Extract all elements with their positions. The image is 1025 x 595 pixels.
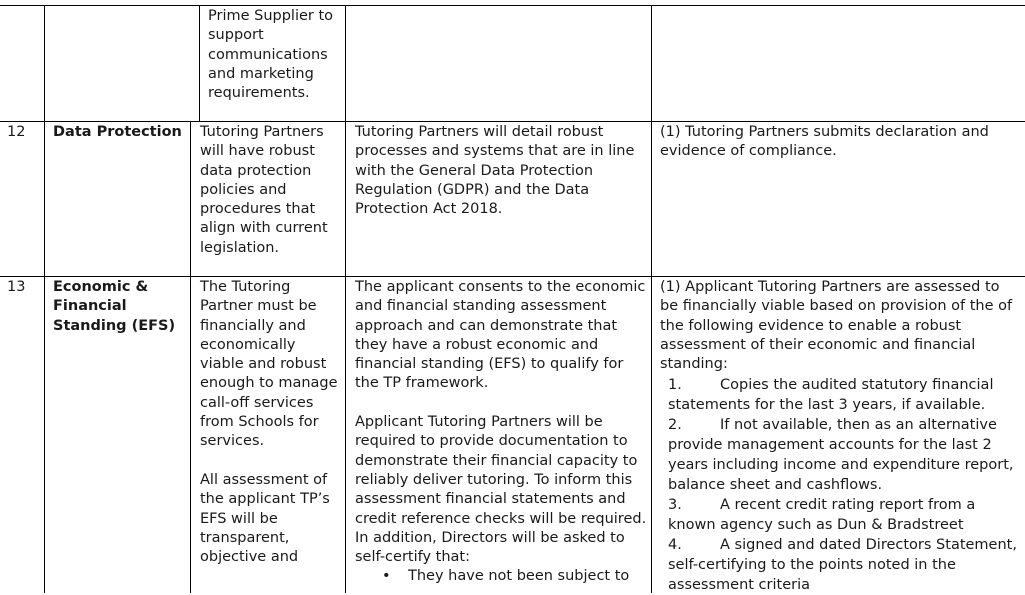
requirement-paragraph: The Tutoring Partner must be financially and economically viable and robust enough to manage call-off services from Schools for services. — [200, 279, 338, 450]
evidence-item — [660, 415, 1020, 495]
row-13-number: 13 — [7, 279, 26, 295]
row-12-title: Data Protection — [53, 124, 182, 140]
evidence-item-number: 3. — [668, 497, 682, 514]
requirement-paragraph: All assessment of the applicant TP’s EFS will be transparent, objective and — [200, 471, 330, 566]
evidence-intro: (1) Applicant Tutoring Partners are assessed to be financially viable based on provision of the of the following evidence to enable a robust assessment of their economic and financial standing: — [660, 279, 1013, 373]
row-12-requirement: Tutoring Partners will have robust data protection policies and procedures that align with current legislation. — [200, 124, 328, 256]
evidence-item-text: Copies the audited statutory financial statements for the last 3 years, if available. — [668, 377, 994, 414]
standard-paragraph: Applicant Tutoring Partners will be required to provide documentation to demonstrate their financial capacity to reliably deliver tutoring. To inform this assessment financial statements and credit reference checks will be required. In addition, Directors will be asked to self-certify that: — [355, 414, 647, 566]
evidence-item-text: If not available, then as an alternative provide management accounts for the last 2 years including income and expenditure report, balance sheet and cashflows. — [668, 417, 1014, 494]
row-13-requirement — [200, 278, 340, 567]
row-12-number: 12 — [7, 124, 26, 140]
row-11-requirement: Prime Supplier to support communications and marketing requirements. — [208, 8, 334, 102]
row-13-evidence — [660, 278, 1020, 595]
column-divider — [199, 5, 200, 121]
row-13-standard — [355, 278, 647, 587]
row-divider — [0, 5, 1025, 6]
row-12-evidence: (1) Tutoring Partners submits declaration and evidence of compliance. — [660, 124, 989, 160]
evidence-item-number: 4. — [668, 537, 682, 554]
column-divider — [44, 5, 45, 593]
bullet-item: • They have not been subject to — [355, 567, 647, 586]
evidence-item-text: A recent credit rating report from a known agency such as Dun & Bradstreet — [668, 497, 976, 534]
row-12-standard: Tutoring Partners will detail robust processes and systems that are in line with the General Data Protection Regulation (GDPR) and the Data Protection Act 2018. — [355, 124, 635, 218]
evidence-item-number: 1. — [668, 377, 682, 394]
evidence-item-text: A signed and dated Directors Statement, self-certifying to the points noted in the assessment criteria — [668, 537, 1017, 594]
standard-bullet-list — [355, 567, 647, 586]
evidence-item-number: 2. — [668, 417, 682, 434]
evidence-item — [660, 495, 1020, 535]
column-divider — [190, 121, 191, 593]
evidence-item — [660, 375, 1020, 415]
row-13-title: Economic & Financial Standing (EFS) — [53, 279, 176, 334]
column-divider — [651, 5, 652, 593]
column-divider — [345, 5, 346, 593]
standard-paragraph: The applicant consents to the economic and financial standing assessment approach and can demonstrate that they have a robust economic and financial standing (EFS) to qualify for the TP framework. — [355, 279, 646, 392]
evidence-list — [660, 375, 1020, 595]
row-divider — [0, 276, 1025, 277]
evidence-item — [660, 535, 1020, 595]
row-divider — [0, 121, 1025, 122]
